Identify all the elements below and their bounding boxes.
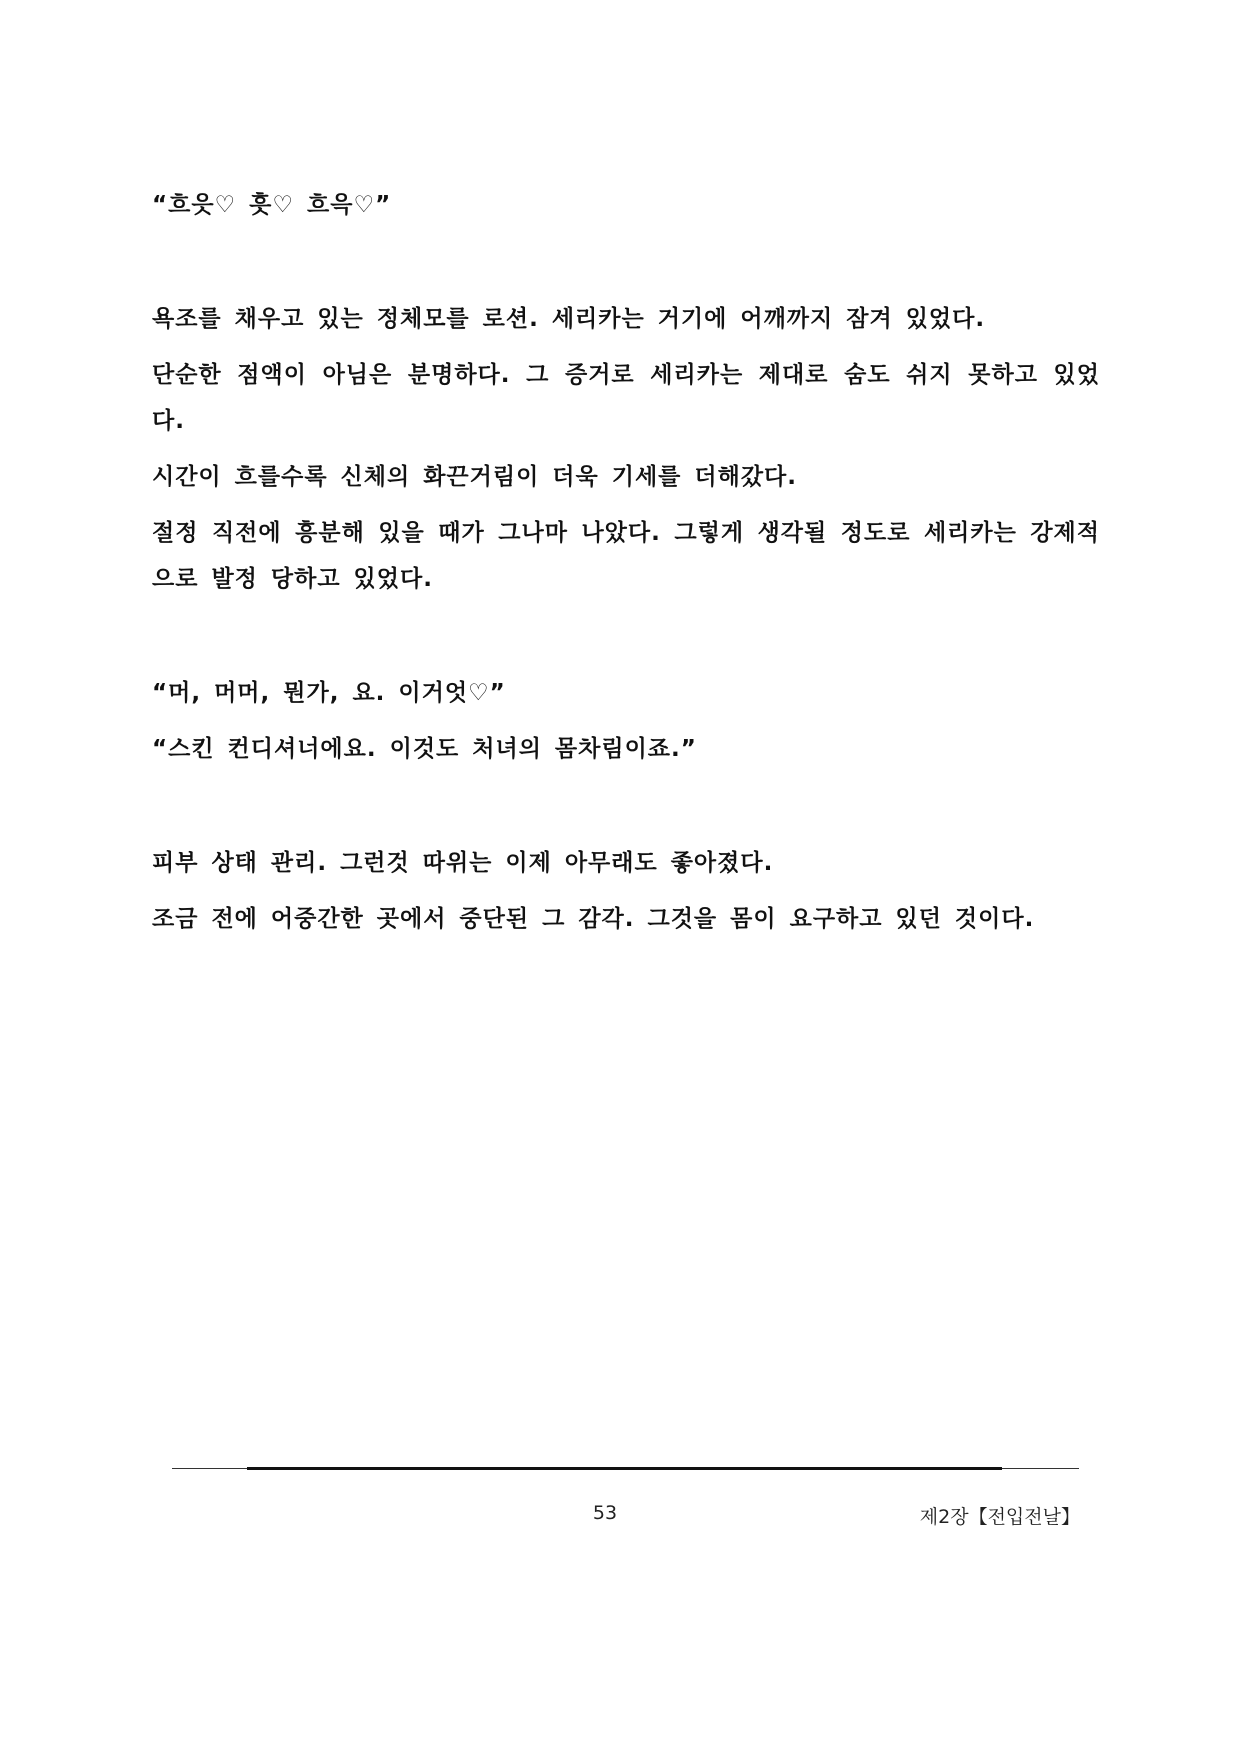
page-body bbox=[152, 182, 1100, 942]
dialogue-line: “흐읏♡ 흣♡ 흐윽♡” bbox=[152, 192, 392, 218]
chapter-title: 제2장【전입전날】 bbox=[919, 1506, 1080, 1528]
dialogue-line: “스킨 컨디셔너에요. 이것도 처녀의 몸차림이죠.” bbox=[152, 736, 697, 762]
narration-paragraph: 피부 상태 관리. 그런것 따위는 이제 아무래도 좋아졌다. bbox=[152, 850, 774, 876]
narration-paragraph: 시간이 흐를수록 신체의 화끈거림이 더욱 기세를 더해갔다. bbox=[152, 464, 798, 490]
page-number: 53 bbox=[592, 1502, 618, 1524]
narration-paragraph: 단순한 점액이 아님은 분명하다. 그 증거로 세리카는 제대로 숨도 쉬지 못하고 있었다. bbox=[152, 362, 1100, 434]
narration-paragraph: 욕조를 채우고 있는 정체모를 로션. 세리카는 거기에 어깨까지 잠겨 있었다. bbox=[152, 306, 986, 332]
narration-paragraph: 절정 직전에 흥분해 있을 때가 그나마 나았다. 그렇게 생각될 정도로 세리카는 강제적으로 발정 당하고 있었다. bbox=[152, 520, 1100, 592]
dialogue-line: “머, 머머, 뭔가, 요. 이거엇♡” bbox=[152, 680, 506, 706]
footer-divider-accent bbox=[247, 1467, 1002, 1470]
narration-paragraph: 조금 전에 어중간한 곳에서 중단된 그 감각. 그것을 몸이 요구하고 있던 것이다. bbox=[152, 906, 1035, 932]
